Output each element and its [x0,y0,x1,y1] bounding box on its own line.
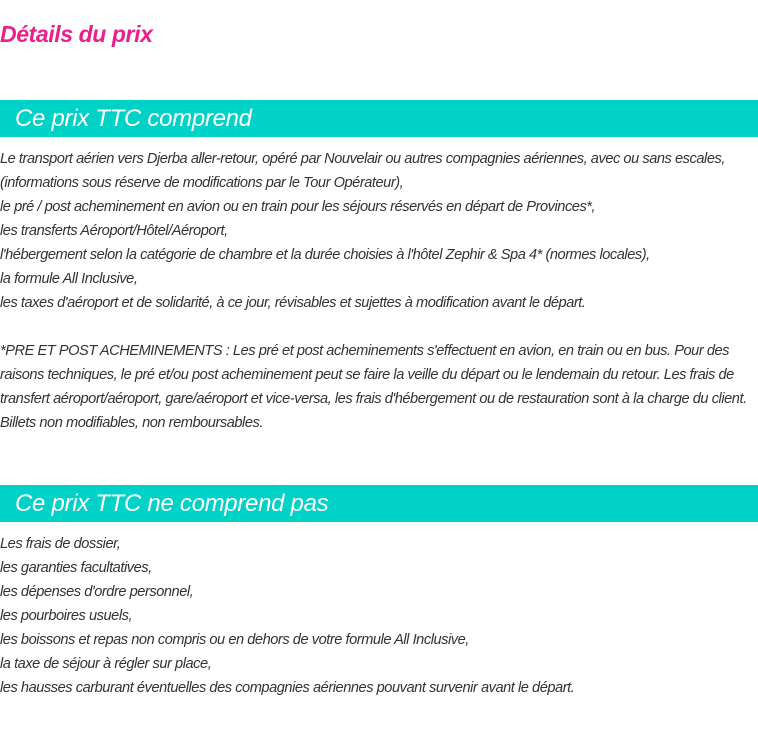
includes-item: la formule All Inclusive, [0,271,138,287]
includes-section-header [0,100,758,137]
excludes-item: les dépenses d'ordre personnel, [0,584,194,600]
excludes-item: la taxe de séjour à régler sur place, [0,656,212,672]
includes-item: Le transport aérien vers Djerba aller-retour, opéré par Nouvelair ou autres compagnies aériennes, avec ou sans escales, [0,151,725,167]
page-title: Détails du prix [0,21,153,47]
excludes-heading: Ce prix TTC ne comprend pas [15,490,329,517]
excludes-item: Les frais de dossier, [0,536,121,552]
includes-item: les transferts Aéroport/Hôtel/Aéroport, [0,223,228,239]
excludes-item: les hausses carburant éventuelles des compagnies aériennes pouvant survenir avant le départ. [0,680,575,696]
includes-item: l'hébergement selon la catégorie de chambre et la durée choisies à l'hôtel Zephir & Spa 4* (normes locales), [0,247,650,263]
transport-note: *PRE ET POST ACHEMINEMENTS : Les pré et post acheminements s'effectuent en avion, en train ou en bus. Pour des raisons techniques, le pré et/ou post acheminement peut se faire la veille du départ ou le lendemain du retour. Les frais de transfert aéroport/aéroport, gare/aéroport et vice-versa, les frais d'hébergement ou de restauration sont à la charge du client. Billets non modifiables, non remboursables. [0,343,747,431]
excludes-section-header [0,485,758,522]
includes-item: (informations sous réserve de modifications par le Tour Opérateur), [0,175,404,191]
excludes-item: les boissons et repas non compris ou en dehors de votre formule All Inclusive, [0,632,469,648]
includes-heading: Ce prix TTC comprend [15,105,252,132]
excludes-list [0,532,758,700]
excludes-item: les garanties facultatives, [0,560,152,576]
includes-list [0,147,758,315]
includes-item: les taxes d'aéroport et de solidarité, à ce jour, révisables et sujettes à modification avant le départ. [0,295,586,311]
includes-item: le pré / post acheminement en avion ou en train pour les séjours réservés en départ de Provinces*, [0,199,596,215]
excludes-item: les pourboires usuels, [0,608,133,624]
